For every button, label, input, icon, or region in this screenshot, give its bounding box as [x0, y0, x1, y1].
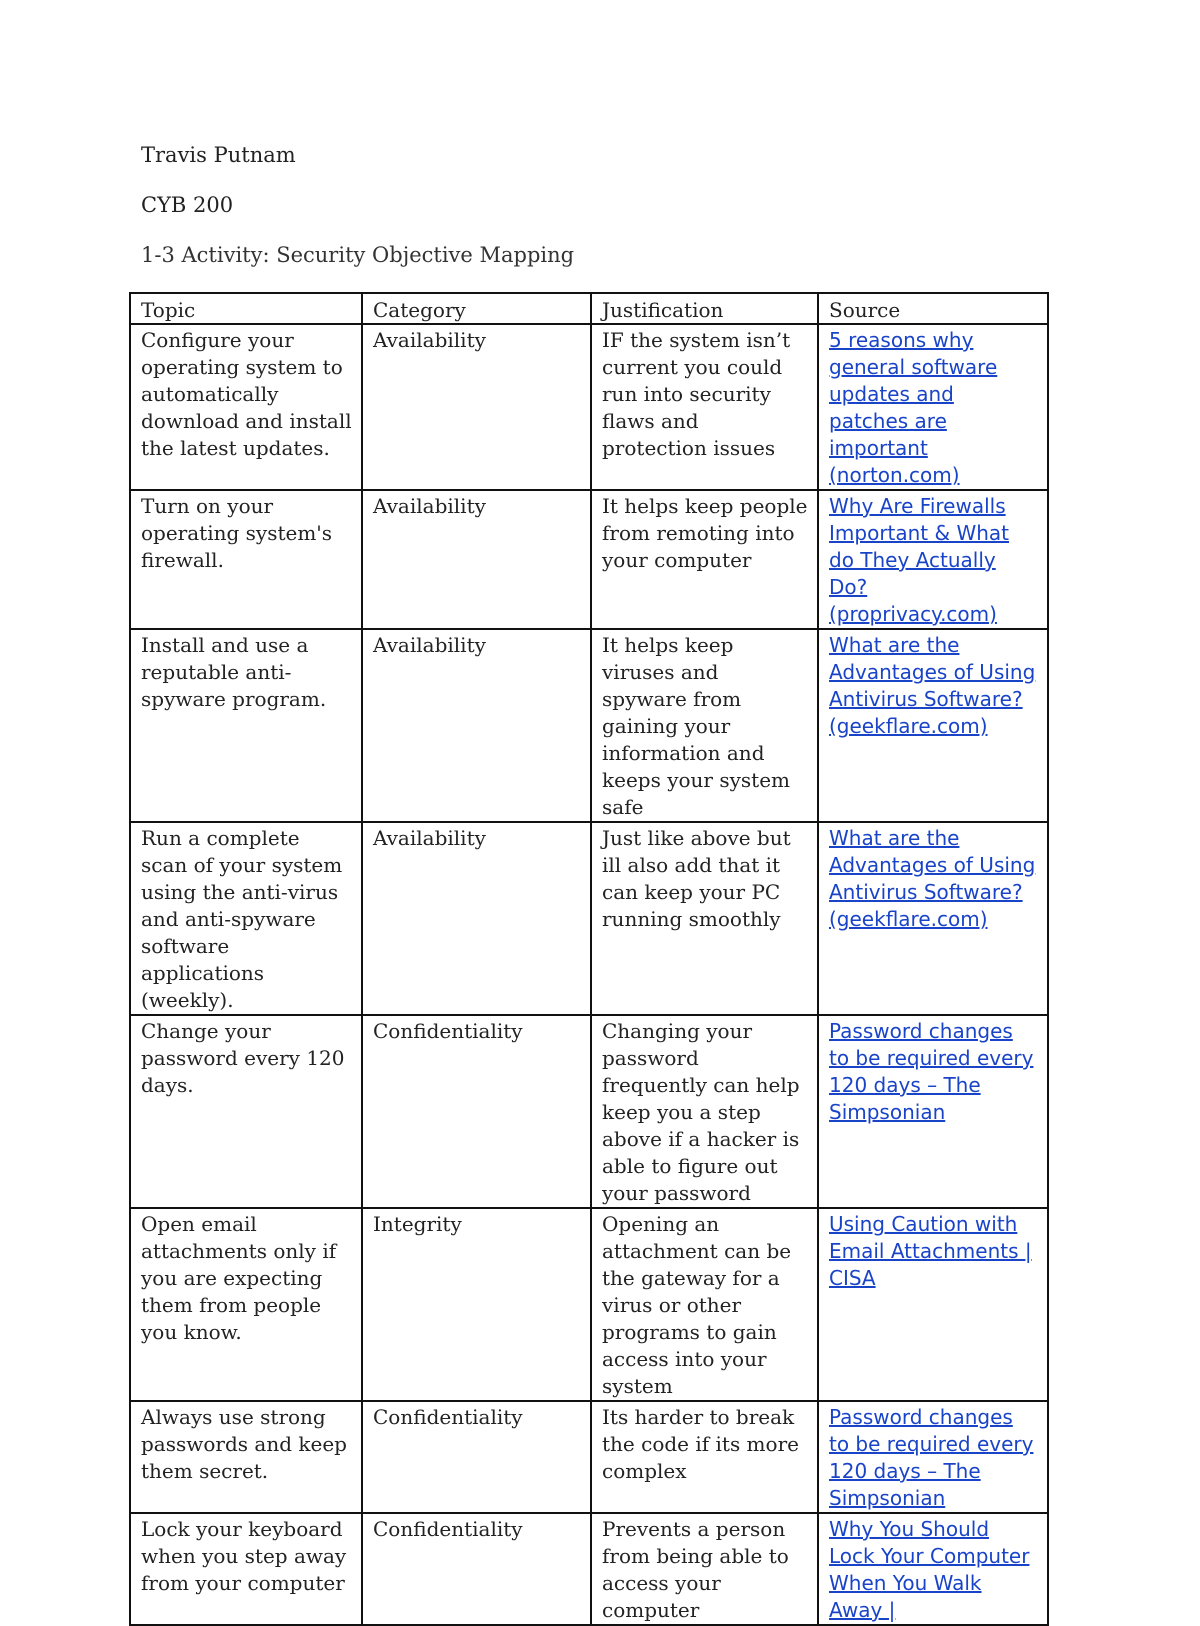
justification-cell: Its harder to break the code if its more complex: [591, 1401, 818, 1513]
category-cell: Confidentiality: [362, 1401, 591, 1513]
topic-cell: Turn on your operating system's firewall.: [130, 490, 362, 629]
source-cell: [818, 822, 1048, 1015]
source-cell: [818, 1015, 1048, 1208]
source-cell: [818, 1208, 1048, 1401]
topic-cell: Open email attachments only if you are expecting them from people you know.: [130, 1208, 362, 1401]
category-cell: Availability: [362, 490, 591, 629]
justification-cell: Just like above but ill also add that it can keep your PC running smoothly: [591, 822, 818, 1015]
category-cell: Availability: [362, 629, 591, 822]
table-row: [130, 490, 1048, 629]
source-link[interactable]: Why Are Firewalls Important & What do They Actually Do? (proprivacy.com): [829, 494, 1010, 626]
source-link[interactable]: Using Caution with Email Attachments | CISA: [829, 1212, 1032, 1290]
justification-cell: Opening an attachment can be the gateway for a virus or other programs to gain access into your system: [591, 1208, 818, 1401]
category-cell: Availability: [362, 822, 591, 1015]
column-header-justification: Justification: [591, 293, 818, 324]
course-code: CYB 200: [141, 193, 234, 217]
column-header-topic: Topic: [130, 293, 362, 324]
column-header-category: Category: [362, 293, 591, 324]
topic-cell: Configure your operating system to automatically download and install the latest updates.: [130, 324, 362, 490]
source-cell: [818, 1401, 1048, 1513]
source-link[interactable]: Password changes to be required every 120 days – The Simpsonian: [829, 1405, 1034, 1510]
source-link[interactable]: 5 reasons why general software updates and patches are important (norton.com): [829, 328, 998, 487]
table-row: [130, 1513, 1048, 1625]
topic-cell: Always use strong passwords and keep them secret.: [130, 1401, 362, 1513]
document-title: 1-3 Activity: Security Objective Mapping: [141, 243, 575, 267]
justification-cell: It helps keep viruses and spyware from gaining your information and keeps your system safe: [591, 629, 818, 822]
topic-cell: Run a complete scan of your system using the anti-virus and anti-spyware software applications (weekly).: [130, 822, 362, 1015]
source-cell: [818, 324, 1048, 490]
table-row: [130, 1401, 1048, 1513]
justification-cell: IF the system isn’t current you could run into security flaws and protection issues: [591, 324, 818, 490]
source-link[interactable]: Password changes to be required every 120 days – The Simpsonian: [829, 1019, 1034, 1124]
table-row: [130, 324, 1048, 490]
category-cell: Availability: [362, 324, 591, 490]
source-cell: [818, 1513, 1048, 1625]
justification-cell: Prevents a person from being able to access your computer: [591, 1513, 818, 1625]
category-cell: Confidentiality: [362, 1015, 591, 1208]
author-name: Travis Putnam: [141, 143, 296, 167]
table-row: [130, 1208, 1048, 1401]
topic-cell: Lock your keyboard when you step away from your computer: [130, 1513, 362, 1625]
table-header-row: [130, 293, 1048, 324]
source-cell: [818, 490, 1048, 629]
table-row: [130, 629, 1048, 822]
column-header-source: Source: [818, 293, 1048, 324]
table-row: [130, 822, 1048, 1015]
security-objective-table: [129, 292, 1049, 1626]
source-link[interactable]: What are the Advantages of Using Antivirus Software? (geekflare.com): [829, 826, 1036, 931]
table-row: [130, 1015, 1048, 1208]
category-cell: Integrity: [362, 1208, 591, 1401]
justification-cell: Changing your password frequently can help keep you a step above if a hacker is able to figure out your password: [591, 1015, 818, 1208]
topic-cell: Install and use a reputable anti-spyware program.: [130, 629, 362, 822]
justification-cell: It helps keep people from remoting into your computer: [591, 490, 818, 629]
source-link[interactable]: Why You Should Lock Your Computer When You Walk Away |: [829, 1517, 1030, 1622]
topic-cell: Change your password every 120 days.: [130, 1015, 362, 1208]
category-cell: Confidentiality: [362, 1513, 591, 1625]
source-link[interactable]: What are the Advantages of Using Antivirus Software? (geekflare.com): [829, 633, 1036, 738]
source-cell: [818, 629, 1048, 822]
